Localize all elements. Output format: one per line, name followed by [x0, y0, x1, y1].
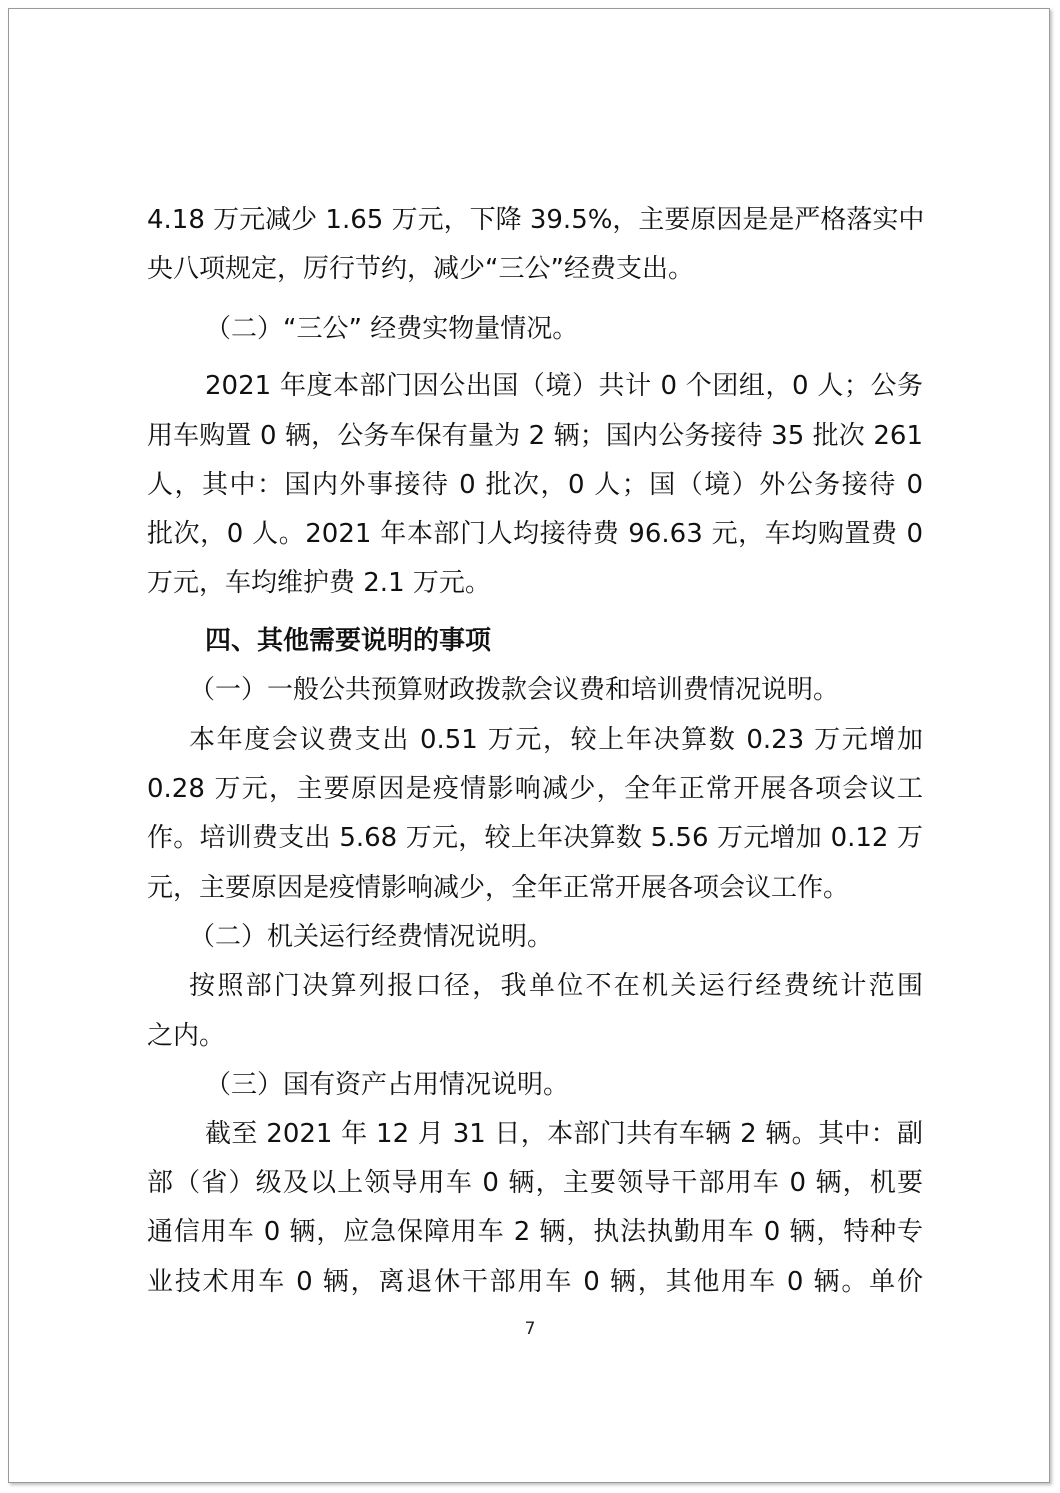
paragraph-line: 作。培训费支出 5.68 万元，较上年决算数 5.56 万元增加 0.12 万 — [147, 823, 923, 853]
section-subheading: （二）“三公” 经费实物量情况。 — [205, 314, 579, 344]
paragraph-line: 之内。 — [147, 1021, 226, 1051]
paragraph-line: 人，其中：国内外事接待 0 批次，0 人；国（境）外公务接待 0 — [147, 470, 923, 500]
paragraph-line: 截至 2021 年 12 月 31 日，本部门共有车辆 2 辆。其中：副 — [205, 1119, 923, 1149]
paragraph-line: 0.28 万元，主要原因是疫情影响减少，全年正常开展各项会议工 — [147, 774, 923, 804]
paragraph-line: 通信用车 0 辆，应急保障用车 2 辆，执法执勤用车 0 辆，特种专 — [147, 1217, 923, 1247]
paragraph-line: 万元，车均维护费 2.1 万元。 — [147, 568, 491, 598]
page-number: 7 — [524, 1319, 536, 1339]
paragraph-line: 本年度会议费支出 0.51 万元，较上年决算数 0.23 万元增加 — [189, 725, 923, 755]
paragraph-line: 业技术用车 0 辆，离退休干部用车 0 辆，其他用车 0 辆。单价 — [147, 1267, 923, 1297]
paragraph-line: 按照部门决算列报口径，我单位不在机关运行经费统计范围 — [189, 971, 923, 1001]
paragraph-line: 4.18 万元减少 1.65 万元，下降 39.5%，主要原因是是严格落实中 — [147, 205, 925, 235]
paragraph-line: 用车购置 0 辆，公务车保有量为 2 辆；国内公务接待 35 批次 261 — [147, 421, 923, 451]
section-subheading: （三）国有资产占用情况说明。 — [205, 1070, 570, 1100]
paragraph-line: 央八项规定，厉行节约，减少“三公”经费支出。 — [147, 254, 694, 284]
section-subheading: （一）一般公共预算财政拨款会议费和培训费情况说明。 — [189, 675, 840, 705]
paragraph-line: 部（省）级及以上领导用车 0 辆，主要领导干部用车 0 辆，机要 — [147, 1168, 923, 1198]
paragraph-line: 批次，0 人。2021 年本部门人均接待费 96.63 元，车均购置费 0 — [147, 519, 923, 549]
paragraph-line: 元，主要原因是疫情影响减少，全年正常开展各项会议工作。 — [147, 873, 850, 903]
section-heading: 四、其他需要说明的事项 — [205, 626, 492, 656]
paragraph-line: 2021 年度本部门因公出国（境）共计 0 个团组，0 人；公务 — [205, 371, 923, 401]
section-subheading: （二）机关运行经费情况说明。 — [189, 922, 554, 952]
